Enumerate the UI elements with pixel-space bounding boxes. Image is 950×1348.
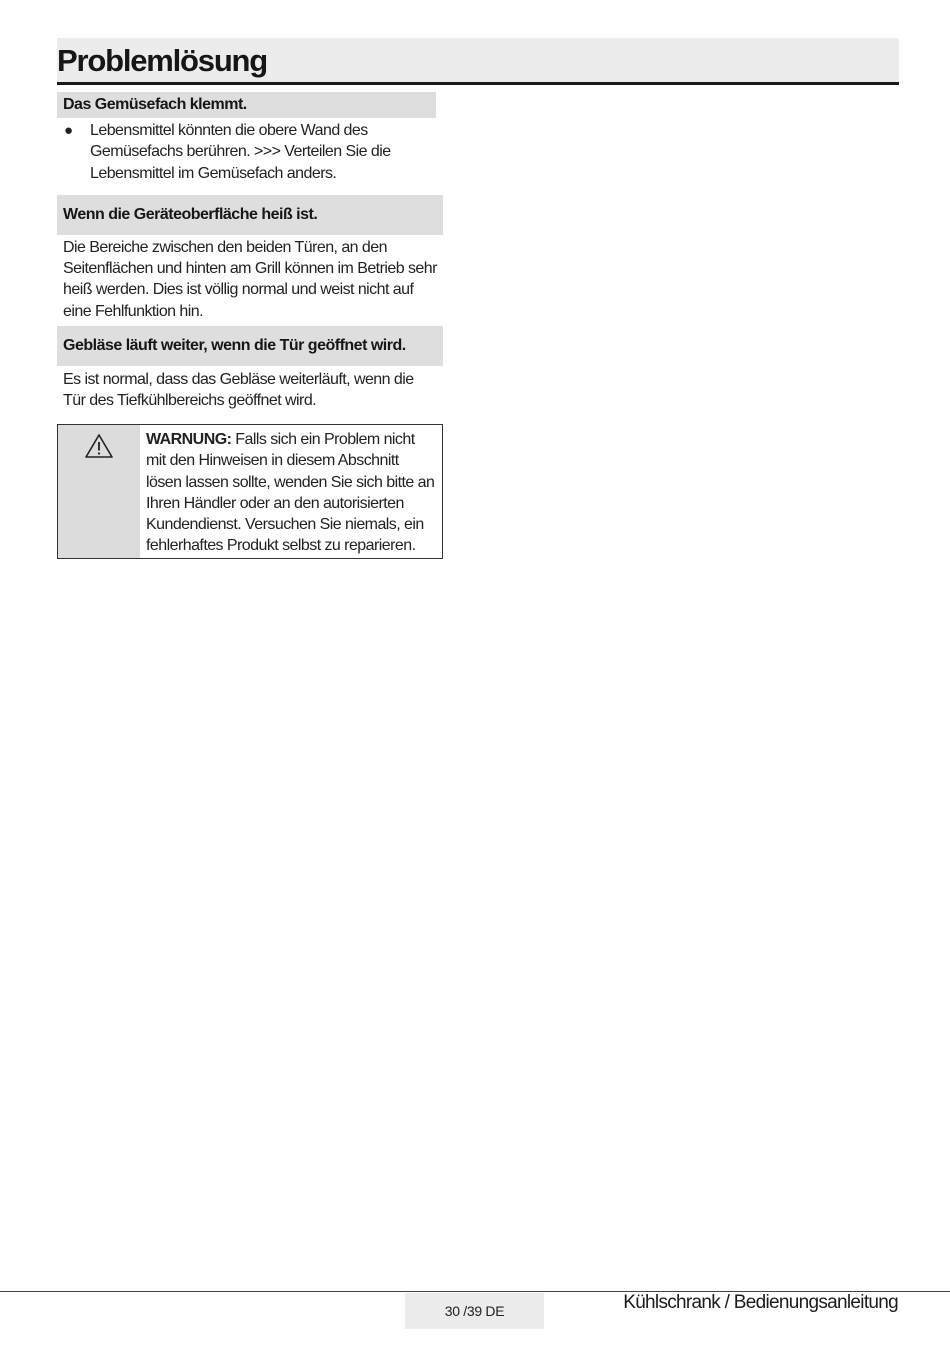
warning-message: Falls sich ein Problem nicht mit den Hinweisen in diesem Abschnitt lösen lassen sollte, wenden Sie sich bitte an Ihren Händler oder an den autorisierten Kundendienst. Versuchen Sie niemals, ein fehlerhaftes Produkt selbst zu reparieren. <box>146 431 435 555</box>
page-title-bar <box>57 38 899 85</box>
page-title: Problemlösung <box>57 43 268 78</box>
list-item-text: Lebensmittel könnten die obere Wand des Gemüsefachs berühren. >>> Verteilen Sie die Lebensmittel im Gemüsefach anders. <box>90 122 391 182</box>
page-number: 30 /39 DE <box>405 1293 544 1329</box>
section-heading-vegetable-drawer: Das Gemüsefach klemmt. <box>57 92 436 118</box>
warning-box <box>57 424 443 559</box>
warning-triangle-icon <box>84 433 114 464</box>
warning-label: WARNUNG: <box>146 431 232 448</box>
list-item <box>57 120 443 184</box>
section-text-hot-surface: Die Bereiche zwischen den beiden Türen, an den Seitenflächen und hinten am Grill können im Betrieb sehr heiß werden. Dies ist völlig normal und weist nicht auf eine Fehlfunktion hin. <box>63 238 437 320</box>
bullet-icon: ● <box>64 122 73 139</box>
warning-icon-cell <box>58 425 140 558</box>
warning-text-cell <box>140 425 442 558</box>
section-text-fan-running: Es ist normal, dass das Gebläse weiterläuft, wenn die Tür des Tiefkühlbereichs geöffnet wird. <box>63 371 414 410</box>
document-title: Kühlschrank / Bedienungsanleitung <box>623 1292 898 1313</box>
content-column <box>57 92 443 412</box>
section-heading-hot-surface: Wenn die Geräteoberfläche heiß ist. <box>57 195 443 235</box>
section-heading-fan-running: Gebläse läuft weiter, wenn die Tür geöffnet wird. <box>57 326 443 366</box>
